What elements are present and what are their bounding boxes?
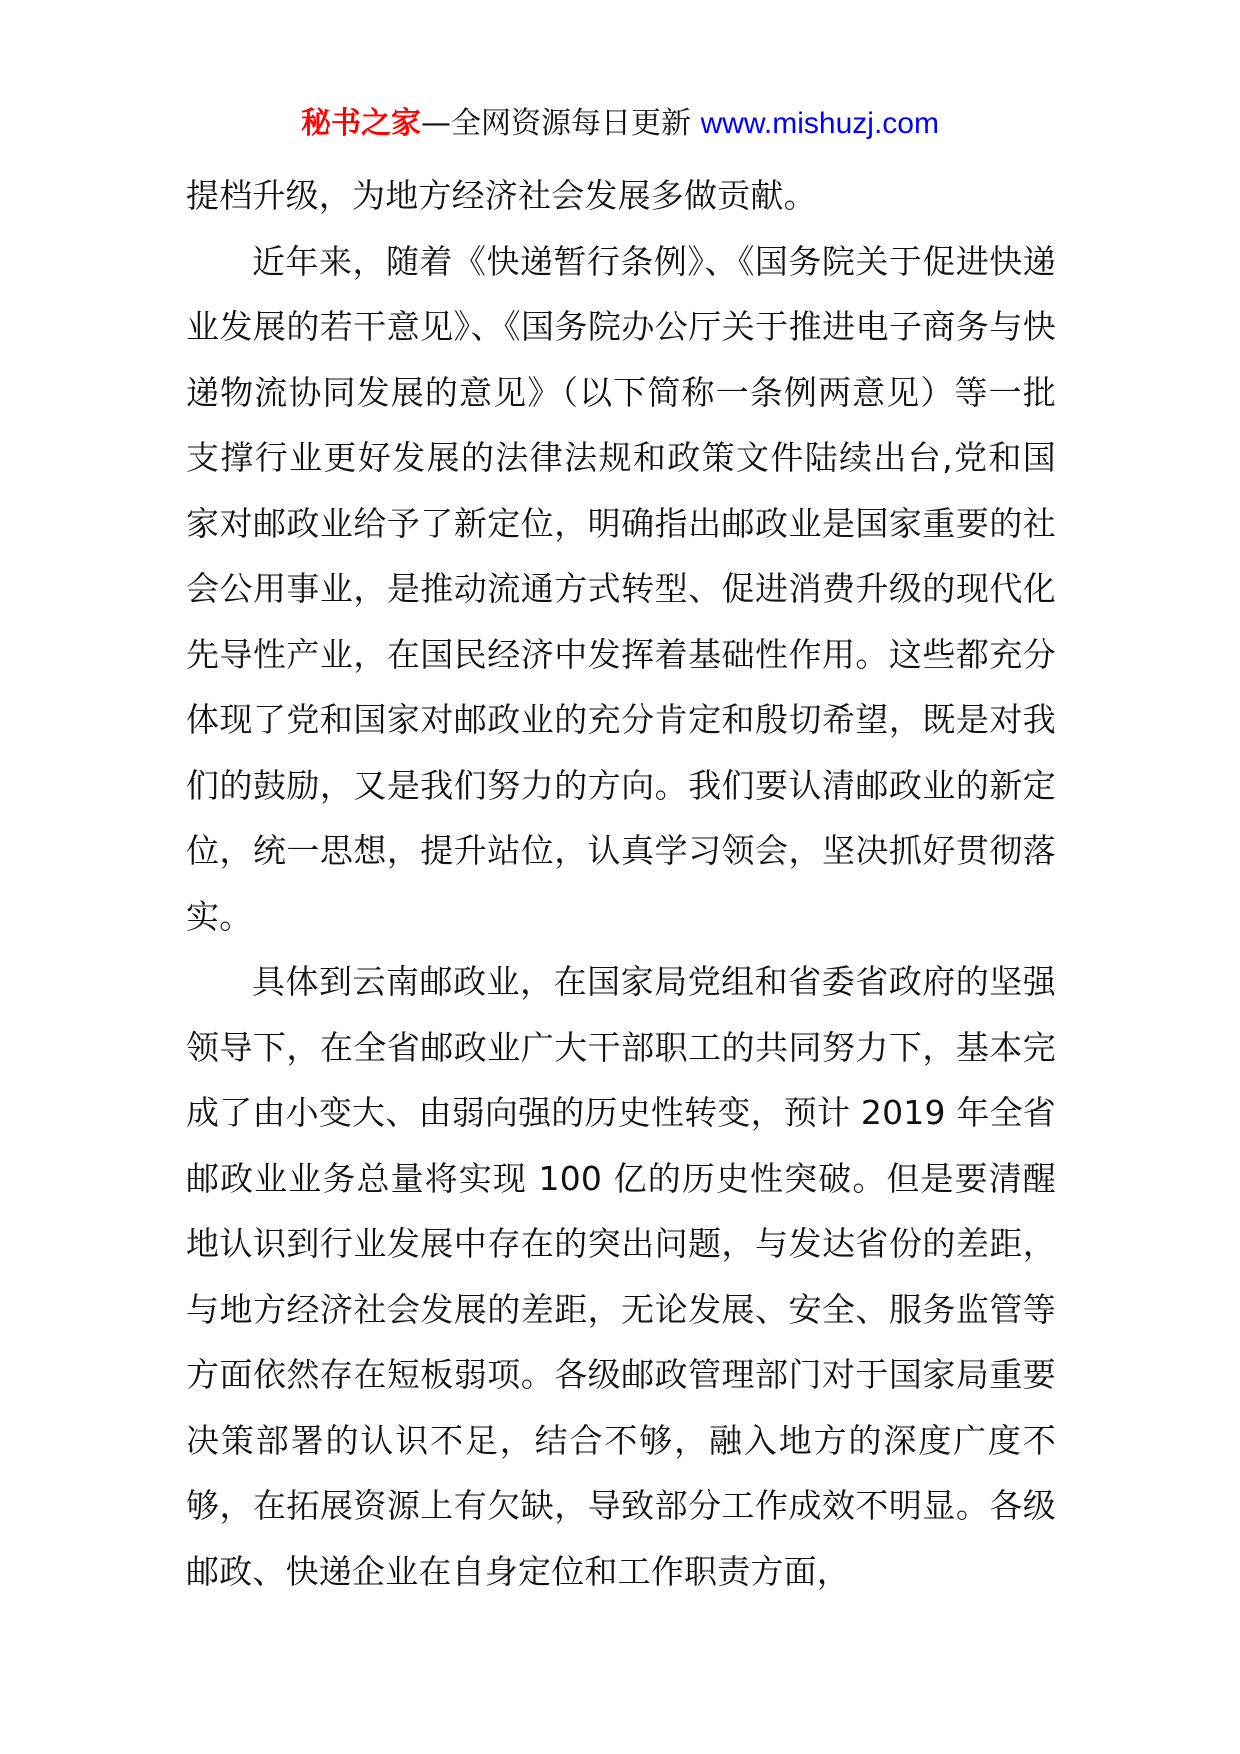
page-header <box>0 102 1240 146</box>
header-slogan: 全网资源每日更新 <box>451 106 701 141</box>
brand-name: 秘书之家 <box>301 106 422 141</box>
paragraph-yunnan: 具体到云南邮政业，在国家局党组和省委省政府的坚强领导下，在全省邮政业广大干部职工的共同努力下，基本完成了由小变大、由弱向强的历史性转变，预计 2019 年全省邮政业业务总量将实现 100 亿的历史性突破。但是要清醒地认识到行业发展中存在的突出问题，与发达省份的差距，与地方经济社会发展的差距，无论发展、安全、服务监管等方面依然存在短板弱项。各级邮政管理部门对于国家局重要决策部署的认识不足，结合不够，融入地方的深度广度不够，在拓展资源上有欠缺，导致部分工作成效不明显。各级邮政、快递企业在自身定位和工作职责方面， <box>186 962 1056 1591</box>
paragraph-policy: 近年来，随着《快递暂行条例》、《国务院关于促进快递业发展的若干意见》、《国务院办公厅关于推进电子商务与快递物流协同发展的意见》（以下简称一条例两意见）等一批支撑行业更好发展的法律法规和政策文件陆续出台,党和国家对邮政业给予了新定位，明确指出邮政业是国家重要的社会公用事业，是推动流通方式转型、促进消费升级的现代化先导性产业，在国民经济中发挥着基础性作用。这些都充分体现了党和国家对邮政业的充分肯定和殷切希望，既是对我们的鼓励，又是我们努力的方向。我们要认清邮政业的新定位，统一思想，提升站位，认真学习领会，坚决抓好贯彻落实。 <box>186 241 1056 936</box>
document-body <box>186 163 1056 1604</box>
website-link[interactable]: www.mishuzj.com <box>700 107 939 140</box>
paragraph-continuation: 提档升级，为地方经济社会发展多做贡献。 <box>186 176 817 215</box>
header-dash: — <box>421 106 452 141</box>
